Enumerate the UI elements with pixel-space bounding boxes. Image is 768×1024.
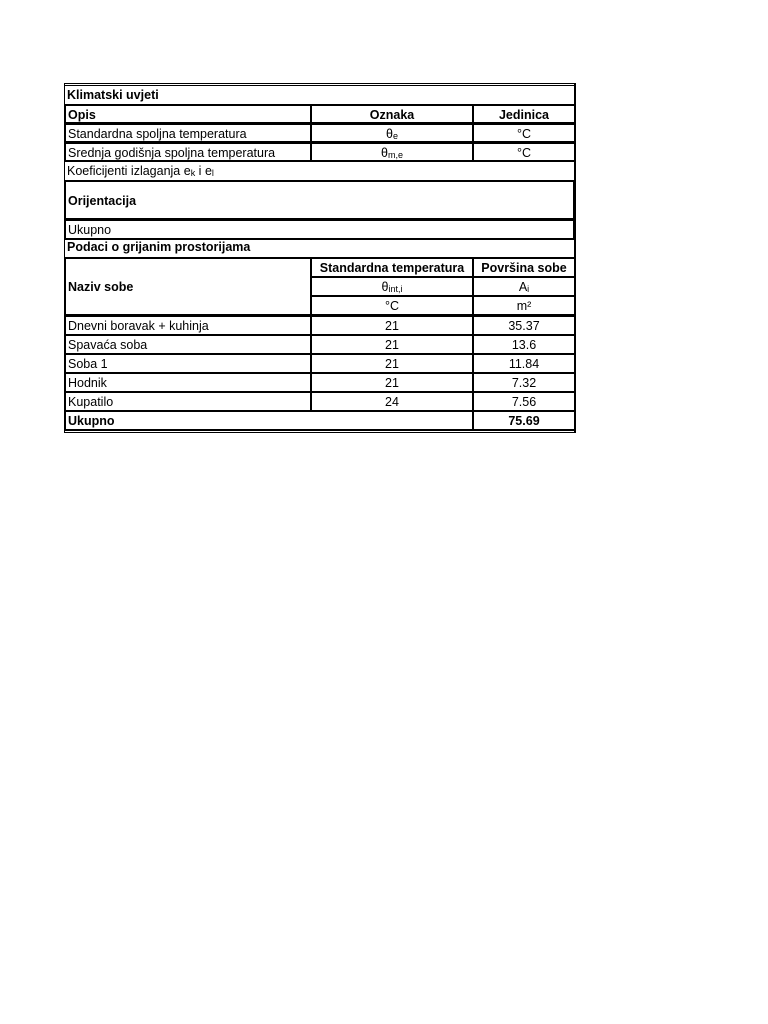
desc-header: Opis (64, 104, 312, 124)
orientation-label: Orijentacija (64, 180, 575, 220)
room-name: Soba 1 (64, 353, 312, 374)
room-row (65, 391, 575, 410)
room-row (65, 372, 575, 391)
room-name: Spavaća soba (64, 334, 312, 355)
climate-desc: Srednja godišnja spoljna temperatura (64, 142, 312, 162)
room-area: 7.32 (472, 372, 576, 393)
room-area: 11.84 (472, 353, 576, 374)
exposure-label: Koeficijenti izlaganja ek i el (67, 164, 214, 178)
rooms-header-block (65, 257, 575, 315)
room-name-header: Naziv sobe (64, 257, 312, 316)
temp-header: Standardna temperatura (310, 257, 474, 278)
symbol-header: Oznaka (310, 104, 474, 124)
temp-symbol: θint,i (310, 276, 474, 297)
unit-header: Jedinica (472, 104, 576, 124)
orientation-row (65, 180, 575, 220)
area-symbol: Ai (472, 276, 576, 297)
climate-total-row (65, 219, 575, 238)
climate-unit: °C (472, 123, 576, 143)
room-row (65, 334, 575, 353)
room-name: Kupatilo (64, 391, 312, 412)
exposure-row (65, 162, 575, 181)
climate-symbol: θe (310, 123, 474, 143)
area-header: Površina sobe (472, 257, 576, 278)
room-row (65, 315, 575, 334)
climate-row (65, 142, 575, 161)
room-temp: 24 (310, 391, 474, 412)
climate-row (65, 123, 575, 142)
climate-section-title: Klimatski uvjeti (67, 88, 159, 102)
room-temp: 21 (310, 372, 474, 393)
climate-unit: °C (472, 142, 576, 162)
room-row (65, 353, 575, 372)
room-name: Dnevni boravak + kuhinja (64, 315, 312, 336)
room-area: 13.6 (472, 334, 576, 355)
climate-symbol: θm,e (310, 142, 474, 162)
table-bottom-border (64, 429, 576, 433)
rooms-total-area: 75.69 (472, 410, 576, 431)
rooms-section-row (65, 238, 575, 257)
climate-header-row (65, 104, 575, 123)
area-unit: m² (472, 295, 576, 316)
climate-desc: Standardna spoljna temperatura (64, 123, 312, 143)
room-area: 35.37 (472, 315, 576, 336)
rooms-section-title: Podaci o grijanim prostorijama (67, 240, 251, 254)
room-temp: 21 (310, 353, 474, 374)
room-temp: 21 (310, 315, 474, 336)
climate-total-label: Ukupno (64, 219, 575, 240)
rooms-total-label: Ukupno (64, 410, 474, 431)
room-temp: 21 (310, 334, 474, 355)
temp-unit: °C (310, 295, 474, 316)
climate-section-row (65, 86, 575, 105)
room-name: Hodnik (64, 372, 312, 393)
rooms-total-row (65, 410, 575, 429)
room-area: 7.56 (472, 391, 576, 412)
